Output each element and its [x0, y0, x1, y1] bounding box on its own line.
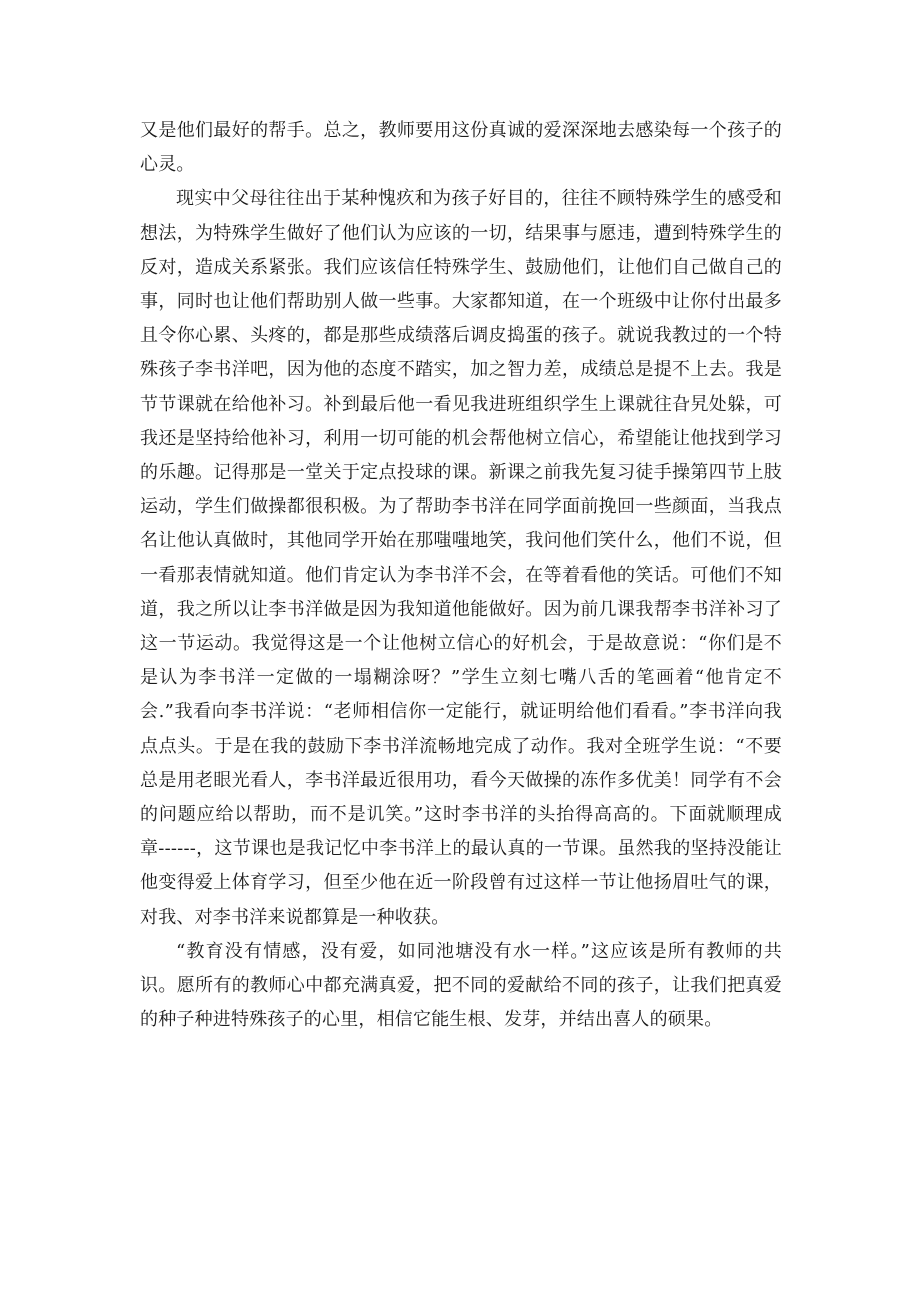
document-body	[140, 114, 782, 1037]
paragraph-2: 现实中父母往往出于某种愧疚和为孩子好目的，往往不顾特殊学生的感受和想法，为特殊学生做好了他们认为应该的一切，结果事与愿违，遭到特殊学生的反对，造成关系紧张。我们应该信任特殊学生、鼓励他们，让他们自己做自己的事，同时也让他们帮助别人做一些事。大家都知道，在一个班级中让你付出最多且令你心累、头疼的，都是那些成绩落后调皮捣蛋的孩子。就说我教过的一个特殊孩子李书洋吧，因为他的态度不踏实，加之智力差，成绩总是提不上去。我是节节课就在给他补习。补到最后他一看见我进班组织学生上课就往旮旯处躲，可我还是坚持给他补习，利用一切可能的机会帮他树立信心，希望能让他找到学习的乐趣。记得那是一堂关于定点投球的课。新课之前我先复习徒手操第四节上肢运动，学生们做操都很积极。为了帮助李书洋在同学面前挽回一些颜面，当我点名让他认真做时，其他同学开始在那嗤嗤地笑，我问他们笑什么，他们不说，但一看那表情就知道。他们肯定认为李书洋不会，在等着看他的笑话。可他们不知道，我之所以让李书洋做是因为我知道他能做好。因为前几课我帮李书洋补习了这一节运动。我觉得这是一个让他树立信心的好机会，于是故意说：“你们是不是认为李书洋一定做的一塌糊涂呀？”学生立刻七嘴八舌的笔画着“他肯定不会.”我看向李书洋说：“老师相信你一定能行，就证明给他们看看。”李书洋向我点点头。于是在我的鼓励下李书洋流畅地完成了动作。我对全班学生说：“不要总是用老眼光看人，李书洋最近很用功，看今天做操的冻作多优美！同学有不会的问题应给以帮助，而不是讥笑。”这时李书洋的头抬得高高的。下面就顺理成章------，这节课也是我记忆中李书洋上的最认真的一节课。虽然我的坚持没能让他变得爱上体育学习，但至少他在近一阶段曾有过这样一节让他扬眉吐气的课，对我、对李书洋来说都算是一种收获。	[140, 188, 782, 928]
paragraph-1: 又是他们最好的帮手。总之，教师要用这份真诚的爱深深地去感染每一个孩子的心灵。	[140, 120, 782, 176]
paragraph-3: “教育没有情感，没有爱，如同池塘没有水一样。”这应该是所有教师的共识。愿所有的教师心中都充满真爱，把不同的爱献给不同的孩子，让我们把真爱的种子种进特殊孩子的心里，相信它能生根、发芽，并结出喜人的硕果。	[140, 940, 782, 1031]
